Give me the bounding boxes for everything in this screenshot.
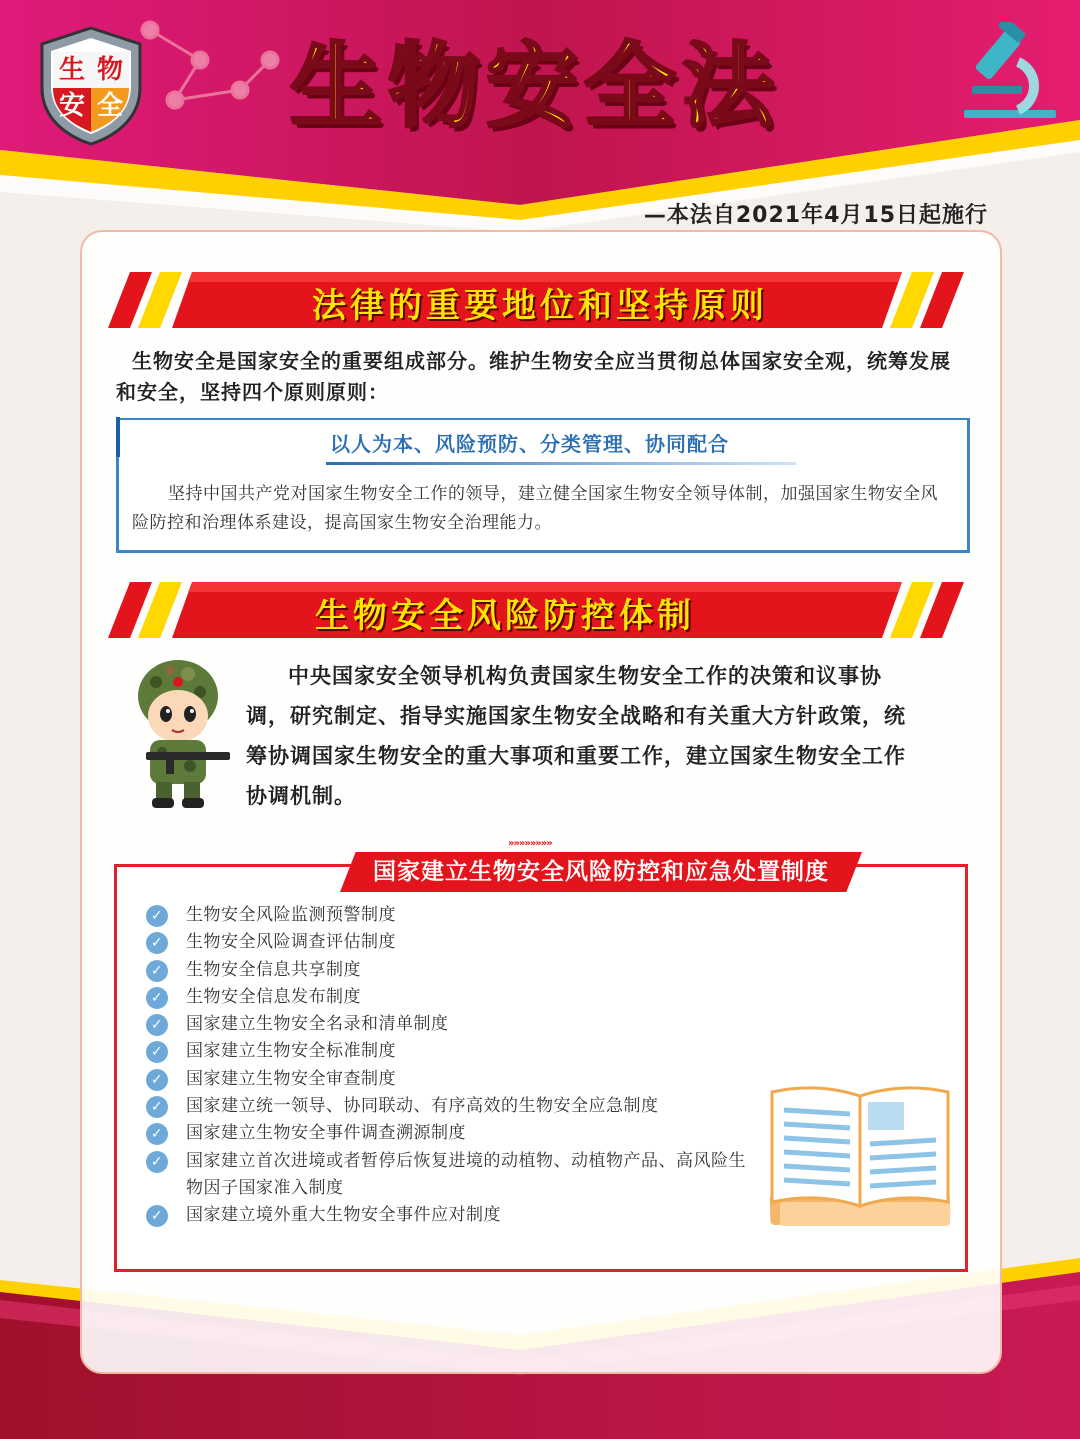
shield-logo	[36, 26, 146, 146]
check-clipboard-icon: ✓	[146, 960, 168, 982]
measures-heading: 国家建立生物安全风险防控和应急处置制度	[373, 859, 829, 885]
list-item	[146, 1011, 766, 1038]
list-item-text: 国家建立生物安全审查制度	[186, 1068, 396, 1089]
list-item	[146, 1148, 766, 1203]
badge-char-4: 全	[96, 91, 124, 121]
check-clipboard-icon: ✓	[146, 1069, 168, 1091]
check-clipboard-icon: ✓	[146, 1205, 168, 1227]
soldier-illustration	[126, 656, 230, 812]
effective-date: —本法自2021年4月15日起施行	[643, 203, 988, 228]
book-illustration	[762, 1082, 960, 1234]
list-item-text: 国家建立生物安全名录和清单制度	[186, 1014, 449, 1035]
microscope-icon	[958, 22, 1062, 122]
chevron-decoration: »»»»»»»»	[508, 838, 552, 849]
list-item-text: 国家建立生物安全标准制度	[186, 1041, 396, 1062]
list-item	[146, 1093, 766, 1120]
list-item-text: 生物安全信息共享制度	[186, 959, 361, 980]
list-item-text: 国家建立境外重大生物安全事件应对制度	[186, 1205, 501, 1226]
principles-underline	[326, 462, 796, 465]
list-item-text: 生物安全信息发布制度	[186, 986, 361, 1007]
check-clipboard-icon: ✓	[146, 905, 168, 927]
principles-title: 以人为本、风险预防、分类管理、协同配合	[330, 432, 729, 456]
measures-list	[146, 902, 766, 1230]
check-clipboard-icon: ✓	[146, 1123, 168, 1145]
section1-heading: 法律的重要地位和坚持原则	[312, 286, 768, 326]
list-item-text: 国家建立生物安全事件调查溯源制度	[186, 1123, 466, 1144]
section2-heading: 生物安全风险防控体制	[315, 596, 695, 636]
list-item	[146, 1202, 766, 1229]
section2-paragraph: 中央国家安全领导机构负责国家生物安全工作的决策和议事协调，研究制定、指导实施国家生物安全战略和有关重大方针政策，统筹协调国家生物安全的重大事项和重要工作，建立国家生物安全工作协调机制。	[246, 664, 906, 808]
list-item	[146, 984, 766, 1011]
badge-char-3: 安	[58, 91, 86, 121]
check-clipboard-icon: ✓	[146, 1151, 168, 1173]
list-item	[146, 1066, 766, 1093]
list-item-text: 生物安全风险调查评估制度	[186, 932, 396, 953]
principles-detail: 坚持中国共产党对国家生物安全工作的领导，建立健全国家生物安全领导体制，加强国家生物安全风险防控和治理体系建设，提高国家生物安全治理能力。	[132, 484, 938, 533]
list-item-text: 国家建立首次进境或者暂停后恢复进境的动植物、动植物产品、高风险生物因子国家准入制度	[186, 1150, 746, 1198]
check-clipboard-icon: ✓	[146, 987, 168, 1009]
check-clipboard-icon: ✓	[146, 932, 168, 954]
list-item-text: 生物安全风险监测预警制度	[186, 905, 396, 925]
list-item	[146, 1038, 766, 1065]
list-item	[146, 929, 766, 956]
section1-intro: 生物安全是国家安全的重要组成部分。维护生物安全应当贯彻总体国家安全观，统筹发展和安全，坚持四个原则原则：	[116, 349, 951, 404]
badge-char-1: 生	[58, 55, 86, 85]
list-item	[146, 1120, 766, 1147]
check-clipboard-icon: ✓	[146, 1014, 168, 1036]
badge-char-2: 物	[96, 55, 124, 85]
check-clipboard-icon: ✓	[146, 1096, 168, 1118]
check-clipboard-icon: ✓	[146, 1041, 168, 1063]
list-item-text: 国家建立统一领导、协同联动、有序高效的生物安全应急制度	[186, 1096, 659, 1117]
list-item	[146, 902, 766, 929]
page-title: 生物安全法	[290, 33, 781, 140]
list-item	[146, 957, 766, 984]
